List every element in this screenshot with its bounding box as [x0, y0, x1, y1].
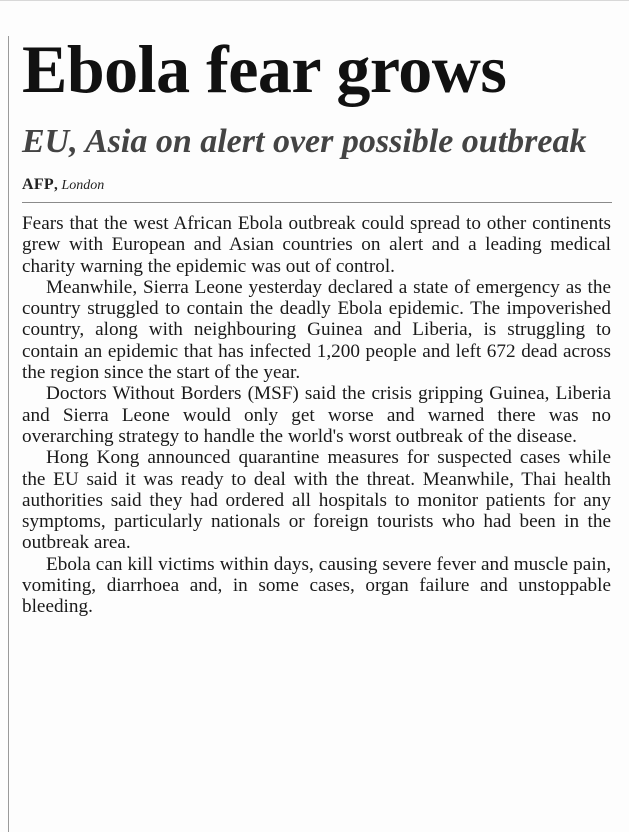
byline-separator: , [54, 177, 58, 193]
paragraph: Ebola can kill victims within days, causing severe fever and muscle pain, vomiting, diarrhoea and, in some cases, organ failure and unstoppable bleeding. [22, 553, 611, 618]
byline-divider [22, 202, 612, 203]
paragraph: Meanwhile, Sierra Leone yesterday declared a state of emergency as the country struggled to contain the deadly Ebola epidemic. The impoverished country, along with neighbouring Guinea and Liberia, is struggling to contain an epidemic that has infected 1,200 people and left 672 dead across the region since the start of the year. [22, 276, 611, 384]
article-body [22, 213, 611, 618]
paragraph: Fears that the west African Ebola outbreak could spread to other continents grew with European and Asian countries on alert and a leading medical charity warning the epidemic was out of control. [22, 213, 611, 277]
byline-agency: AFP [22, 176, 55, 193]
paragraph: Doctors Without Borders (MSF) said the crisis gripping Guinea, Liberia and Sierra Leone would only get worse and warned there was no overarching strategy to handle the world's worst outbreak of the disease. [22, 383, 611, 447]
paragraph: Hong Kong announced quarantine measures for suspected cases while the EU said it was ready to deal with the threat. Meanwhile, Thai health authorities said they had ordered all hospitals to monitor patients for any symptoms, particularly nationals or foreign tourists who had been in the outbreak area. [22, 447, 611, 554]
byline-location: London [61, 178, 105, 193]
column-rule [8, 36, 9, 832]
headline: Ebola fear grows [22, 31, 507, 107]
top-border [0, 0, 629, 1]
subheadline: EU, Asia on alert over possible outbreak [22, 123, 587, 160]
byline [22, 174, 104, 197]
